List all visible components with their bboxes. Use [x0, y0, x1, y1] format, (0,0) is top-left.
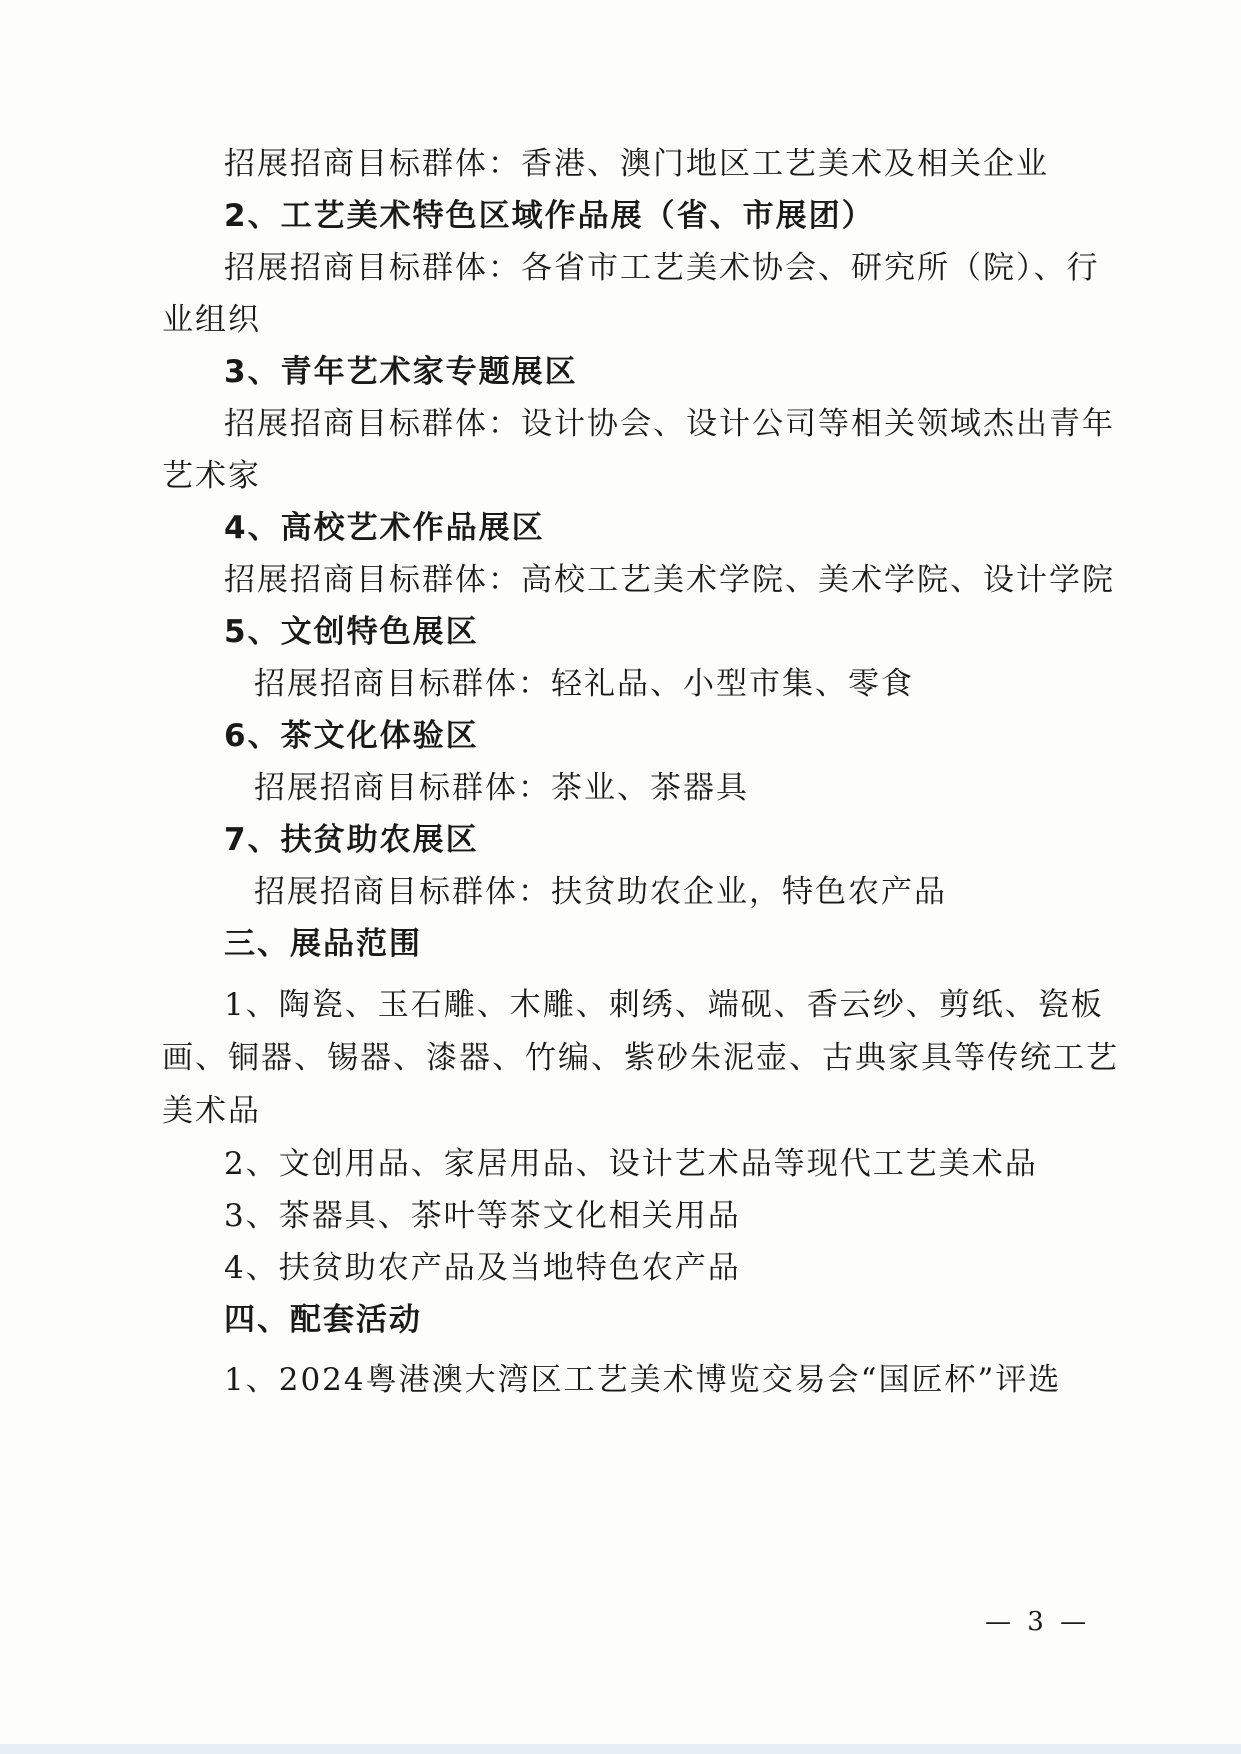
section-heading-regional-exhibition: 2、工艺美术特色区域作品展（省、市展团） [224, 198, 875, 234]
target-group-poverty-alleviation: 招展招商目标群体：扶贫助农企业，特色农产品 [254, 874, 947, 910]
scope-item-4: 4、扶贫助农产品及当地特色农产品 [224, 1250, 741, 1286]
section-heading-young-artists: 3、青年艺术家专题展区 [224, 354, 578, 390]
section-heading-exhibit-scope: 三、展品范围 [224, 926, 422, 962]
scan-edge [0, 1744, 1241, 1754]
activity-item-1: 1、2024粤港澳大湾区工艺美术博览交易会“国匠杯”评选 [224, 1362, 1062, 1398]
scope-item-1: 1、陶瓷、玉石雕、木雕、刺绣、端砚、香云纱、剪纸、瓷板 [224, 987, 1104, 1023]
section-heading-university-works: 4、高校艺术作品展区 [224, 510, 545, 546]
section-heading-cultural-creative: 5、文创特色展区 [224, 614, 479, 650]
target-group-university: 招展招商目标群体：高校工艺美术学院、美术学院、设计学院 [224, 562, 1115, 598]
target-group-tea: 招展招商目标群体：茶业、茶器具 [254, 770, 749, 806]
section-heading-tea-culture: 6、茶文化体验区 [224, 718, 479, 754]
target-group-provincial: 招展招商目标群体：各省市工艺美术协会、研究所（院）、行 [224, 250, 1100, 286]
scope-item-2: 2、文创用品、家居用品、设计艺术品等现代工艺美术品 [224, 1146, 1038, 1182]
section-heading-supporting-activities: 四、配套活动 [224, 1302, 422, 1338]
scope-item-1-cont-2: 美术品 [162, 1093, 261, 1129]
target-group-cultural-creative: 招展招商目标群体：轻礼品、小型市集、零食 [254, 666, 914, 702]
page-number: — 3 — [985, 1607, 1091, 1637]
target-group-provincial-cont: 业组织 [162, 302, 261, 338]
scope-item-1-cont: 画、铜器、锡器、漆器、竹编、紫砂朱泥壶、古典家具等传统工艺 [162, 1040, 1119, 1076]
section-heading-poverty-alleviation: 7、扶贫助农展区 [224, 822, 479, 858]
target-group-hk-macau: 招展招商目标群体：香港、澳门地区工艺美术及相关企业 [224, 146, 1049, 182]
scope-item-3: 3、茶器具、茶叶等茶文化相关用品 [224, 1198, 741, 1234]
target-group-design: 招展招商目标群体：设计协会、设计公司等相关领域杰出青年 [224, 406, 1115, 442]
target-group-design-cont: 艺术家 [162, 458, 261, 494]
